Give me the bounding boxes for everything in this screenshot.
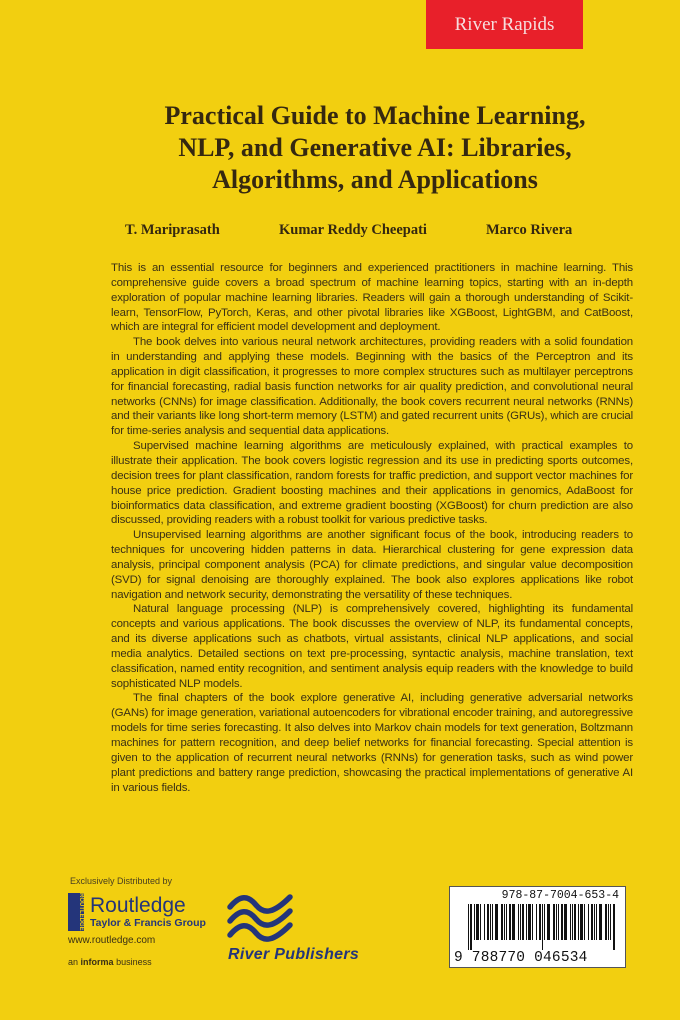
barcode-bar <box>520 904 521 940</box>
barcode-bar <box>561 904 563 940</box>
description-paragraph: This is an essential resource for beginners and experienced practitioners in machine learning. This comprehensive guide covers a broad spectrum of machine learning topics, starting with an in-depth exploration of popular machine learning libraries. Readers will gain a thorough understanding of Scikit-learn, TensorFlow, PyTorch, Keras, and other pivotal libraries like XGBoost, LightGBM, and CatBoost, which are integral for efficient model development and deployment. <box>111 262 633 334</box>
routledge-group: Taylor & Francis Group <box>90 917 206 929</box>
barcode-bar <box>556 904 557 940</box>
title-line: NLP, and Generative AI: Libraries, <box>178 133 572 162</box>
book-description <box>111 261 633 795</box>
barcode-bar <box>522 904 524 940</box>
barcode-bar <box>484 904 485 940</box>
barcode-bar <box>580 904 583 940</box>
barcode-bar <box>608 904 609 940</box>
description-paragraph: Natural language processing (NLP) is comprehensively covered, highlighting its fundamental concepts and various applications. The book discusses the overview of NLP, its fundamental concepts, and its diverse applications such as chatbots, virtual assistants, clinical NLP applications, and social media analytics. Detailed sections on text pre-processing, syntactic analysis, machine translation, text classification, named entity recognition, and sentiment analysis equip readers with the knowledge to build sophisticated NLP models. <box>111 603 633 690</box>
barcode-bar <box>495 904 498 940</box>
barcode-bar <box>564 904 567 940</box>
barcode-bar <box>588 904 589 940</box>
barcode-bar <box>526 904 527 940</box>
barcode-bar <box>532 904 533 940</box>
isbn-digits: 9 788770 046534 <box>454 950 588 966</box>
barcode-bar <box>470 904 472 950</box>
barcode-bar <box>584 904 585 940</box>
informa-line <box>68 957 152 967</box>
barcode-bar <box>594 904 595 940</box>
barcode-bar <box>570 904 571 940</box>
barcode-bar <box>536 904 537 940</box>
description-paragraph: Unsupervised learning algorithms are another significant focus of the book, introducing readers to techniques for uncovering hidden patterns in data. Hierarchical clustering for gene expression data analysis, principal component analysis (PCA) for climate predictions, and singular value decomposition (SVD) for signal denoising are thoroughly explained. The book also explores applications like robot navigation and network security, demonstrating the versatility of these techniques. <box>111 529 633 601</box>
routledge-mark-icon: ROUTLEDGE <box>68 893 84 931</box>
barcode-bar <box>518 904 519 940</box>
barcode-bars <box>468 904 618 950</box>
title-line: Practical Guide to Machine Learning, <box>164 101 586 130</box>
author-1: T. Mariprasath <box>125 222 220 238</box>
barcode-bar <box>547 904 550 940</box>
barcode-bar <box>591 904 593 940</box>
barcode-bar <box>487 904 489 940</box>
barcode-bar <box>578 904 579 940</box>
barcode-bar <box>596 904 597 940</box>
barcode-bar <box>544 904 545 940</box>
barcode-bar <box>613 904 615 950</box>
description-paragraph: The final chapters of the book explore generative AI, including generative adversarial networks (GANs) for image generation, variational autoencoders for vibrational encoder training, and autoregressive models for time series forecasting. It also delves into Markov chain models for text generation, Boltzmann machines for pattern recognition, and deep belief networks for financial forecasting. Special attention is given to the application of recurrent neural networks (RNNs) for generation tasks, such as wind power plant predictions and battery range prediction, showcasing the practical implementations of generative AI in various fields. <box>111 692 633 794</box>
routledge-url: www.routledge.com <box>68 935 156 946</box>
barcode-bar <box>558 904 559 940</box>
barcode-bar <box>512 904 515 940</box>
author-3: Marco Rivera <box>486 222 573 238</box>
author-2: Kumar Reddy Cheepati <box>279 222 427 238</box>
barcode-bar <box>501 904 503 940</box>
barcode-bar <box>490 904 491 940</box>
title-line: Algorithms, and Applications <box>212 165 538 194</box>
informa-brand: informa <box>80 957 114 967</box>
barcode-bar <box>605 904 607 940</box>
barcode-bar <box>504 904 505 940</box>
barcode-bar <box>539 904 541 940</box>
book-title <box>110 100 640 196</box>
description-paragraph: Supervised machine learning algorithms are meticulously explained, with practical examples to illustrate their application. The book covers logistic regression and its use in predicting sports outcomes, decision trees for plant classification, random forests for traffic prediction, and support vector machines for house price prediction. Gradient boosting machines and their applications in genomics, AdaBoost for bioinformatics data classification, and extreme gradient boosting (XGBoost) for churn prediction are also discussed, providing readers with a robust toolkit for various predictive tasks. <box>111 440 633 527</box>
informa-prefix: an <box>68 957 79 967</box>
description-paragraph: The book delves into various neural network architectures, providing readers with a solid foundation in understanding and applying these models. Beginning with the basics of the Perceptron and its application in digit classification, it progresses to more complex structures such as multilayer perceptrons for financial forecasting, radial basis function networks for air quality prediction, and convolutional neural networks (CNNs) for image classification. Additionally, the book covers recurrent neural networks (RNNs) and their variants like long short-term memory (LSTM) and gated recurrent units (GRUs), which are crucial for time-series analysis and sequential data applications. <box>111 336 634 438</box>
barcode-bar <box>599 904 602 940</box>
routledge-logo <box>68 893 206 931</box>
river-publishers-logo: River Publishers <box>228 946 360 963</box>
barcode-bar <box>476 904 479 940</box>
series-badge: River Rapids <box>426 0 583 49</box>
distributor-label: Exclusively Distributed by <box>70 876 173 886</box>
barcode-bar <box>492 904 493 940</box>
barcode-bar <box>553 904 555 940</box>
barcode-bar <box>574 904 576 940</box>
barcode-bar <box>528 904 531 940</box>
routledge-name: Routledge <box>90 894 186 917</box>
barcode-bar <box>542 904 543 950</box>
barcode-bar <box>509 904 511 940</box>
river-waves-icon <box>226 893 296 945</box>
isbn-hyphenated: 978-87-7004-653-4 <box>501 889 619 902</box>
barcode-bar <box>572 904 573 940</box>
barcode-bar <box>610 904 611 940</box>
barcode-bar <box>506 904 507 940</box>
barcode-bar <box>468 904 469 950</box>
barcode-bar <box>474 904 475 940</box>
informa-suffix: business <box>116 957 152 967</box>
isbn-barcode <box>449 886 626 968</box>
barcode-bar <box>480 904 481 940</box>
